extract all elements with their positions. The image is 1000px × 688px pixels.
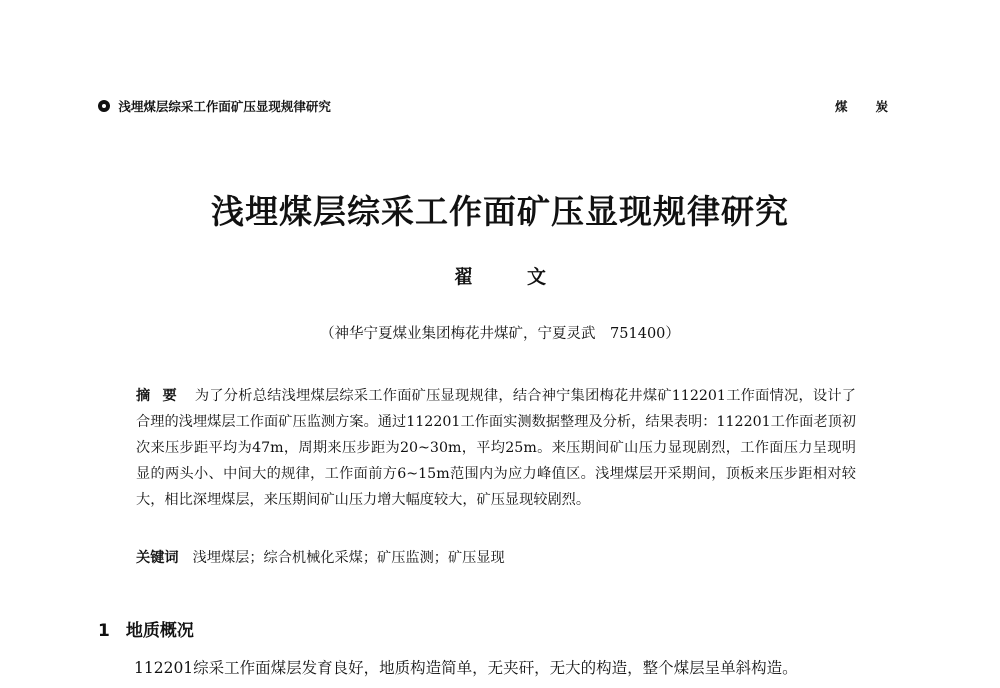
abstract-text: 为了分析总结浅埋煤层综采工作面矿压显现规律，结合神宁集团梅花井煤矿112201工作面情况，设计了合理的浅埋煤层工作面矿压监测方案。通过112201工作面实测数据整理及分析，结果表明：112201工作面老顶初次来压步距平均为47m，周期来压步距为20~30m，平均25m。来压期间矿山压力显现剧烈，工作面压力呈现明显的两头小、中间大的规律，工作面前方6~15m范围内为应力峰值区。浅埋煤层开采期间，顶板来压步距相对较大，相比深埋煤层，来压期间矿山压力增大幅度较大，矿压显现较剧烈。 (136, 388, 856, 508)
journal-name: 煤炭 (834, 99, 916, 114)
paper-title: 浅埋煤层综采工作面矿压显现规律研究 (211, 192, 789, 231)
affiliation: （神华宁夏煤业集团梅花井煤矿，宁夏灵武 751400） (320, 326, 680, 342)
body-paragraph: 112201综采工作面煤层发育良好，地质构造简单，无夹矸，无大的构造，整个煤层呈单斜构造。 (134, 659, 798, 677)
keywords-label: 关键词 (136, 550, 179, 566)
section-heading (98, 616, 194, 641)
running-header (98, 97, 916, 117)
section-title: 地质概况 (125, 621, 194, 641)
running-header-title: 浅埋煤层综采工作面矿压显现规律研究 (118, 99, 331, 114)
abstract-label: 摘要 (136, 388, 189, 404)
author: 翟文 (453, 266, 600, 288)
section-number: 1 (98, 621, 110, 641)
abstract (136, 383, 856, 513)
bullet-icon (98, 100, 110, 112)
keywords (136, 547, 856, 567)
keywords-text: 浅埋煤层；综合机械化采煤；矿压监测；矿压显现 (192, 550, 505, 566)
